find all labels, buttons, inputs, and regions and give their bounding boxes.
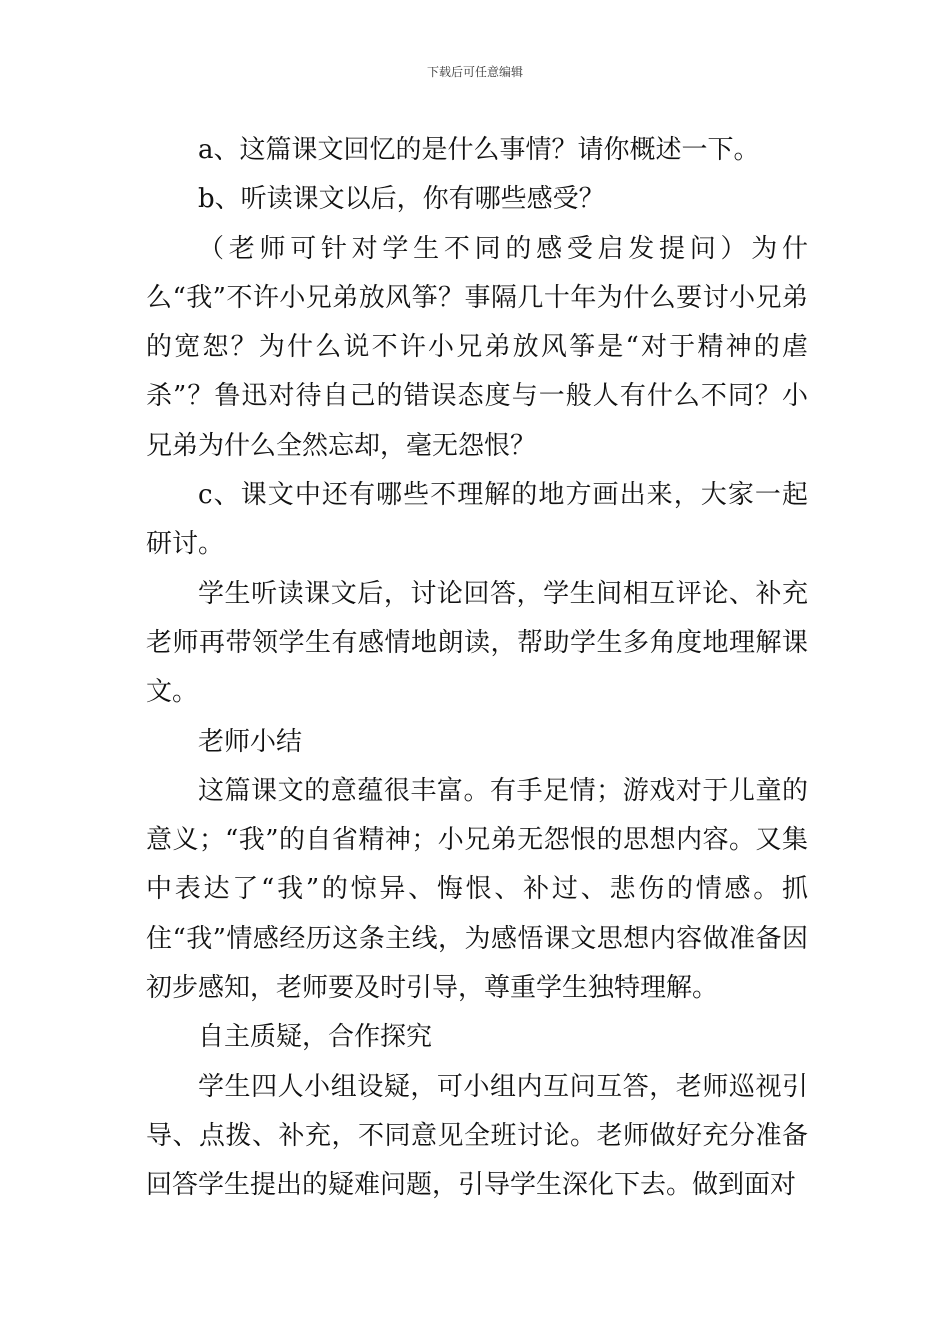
student-discussion-paragraph: 学生听读课文后，讨论回答，学生间相互评论、补充老师再带领学生有感情地朗读，帮助学生多角度地理解课文。 (146, 578, 808, 708)
section-heading-summary: 老师小结 (198, 726, 303, 757)
document-body (146, 126, 808, 1211)
question-c: c、课文中还有哪些不理解的地方画出来，大家一起研讨。 (146, 480, 808, 560)
question-b: b、听读课文以后，你有哪些感受？ (198, 184, 605, 215)
inquiry-paragraph: 学生四人小组设疑，可小组内互问互答，老师巡视引导、点拨、补充，不同意见全班讨论。老师做好充分准备回答学生提出的疑难问题，引导学生深化下去。做到面对 (146, 1071, 808, 1201)
summary-paragraph: 这篇课文的意蕴很丰富。有手足情；游戏对于儿童的意义；“我”的自省精神；小兄弟无怨恨的思想内容。又集中表达了“我”的惊异、悔恨、补过、悲伤的情感。抓住“我”情感经历这条主线，为感悟课文思想内容做准备因初步感知，老师要及时引导，尊重学生独特理解。 (146, 775, 808, 1004)
teacher-prompt-paragraph: （老师可针对学生不同的感受启发提问）为什么“我”不许小兄弟放风筝？事隔几十年为什么要讨小兄弟的宽恕？为什么说不许小兄弟放风筝是“对于精神的虐杀”？鲁迅对待自己的错误态度与一般人有什么不同？小兄弟为什么全然忘却，毫无怨恨？ (146, 233, 808, 461)
question-a: a、这篇课文回忆的是什么事情？请你概述一下。 (198, 135, 760, 165)
section-heading-inquiry: 自主质疑，合作探究 (198, 1022, 433, 1053)
page-header: 下载后可任意编辑 (426, 65, 523, 79)
